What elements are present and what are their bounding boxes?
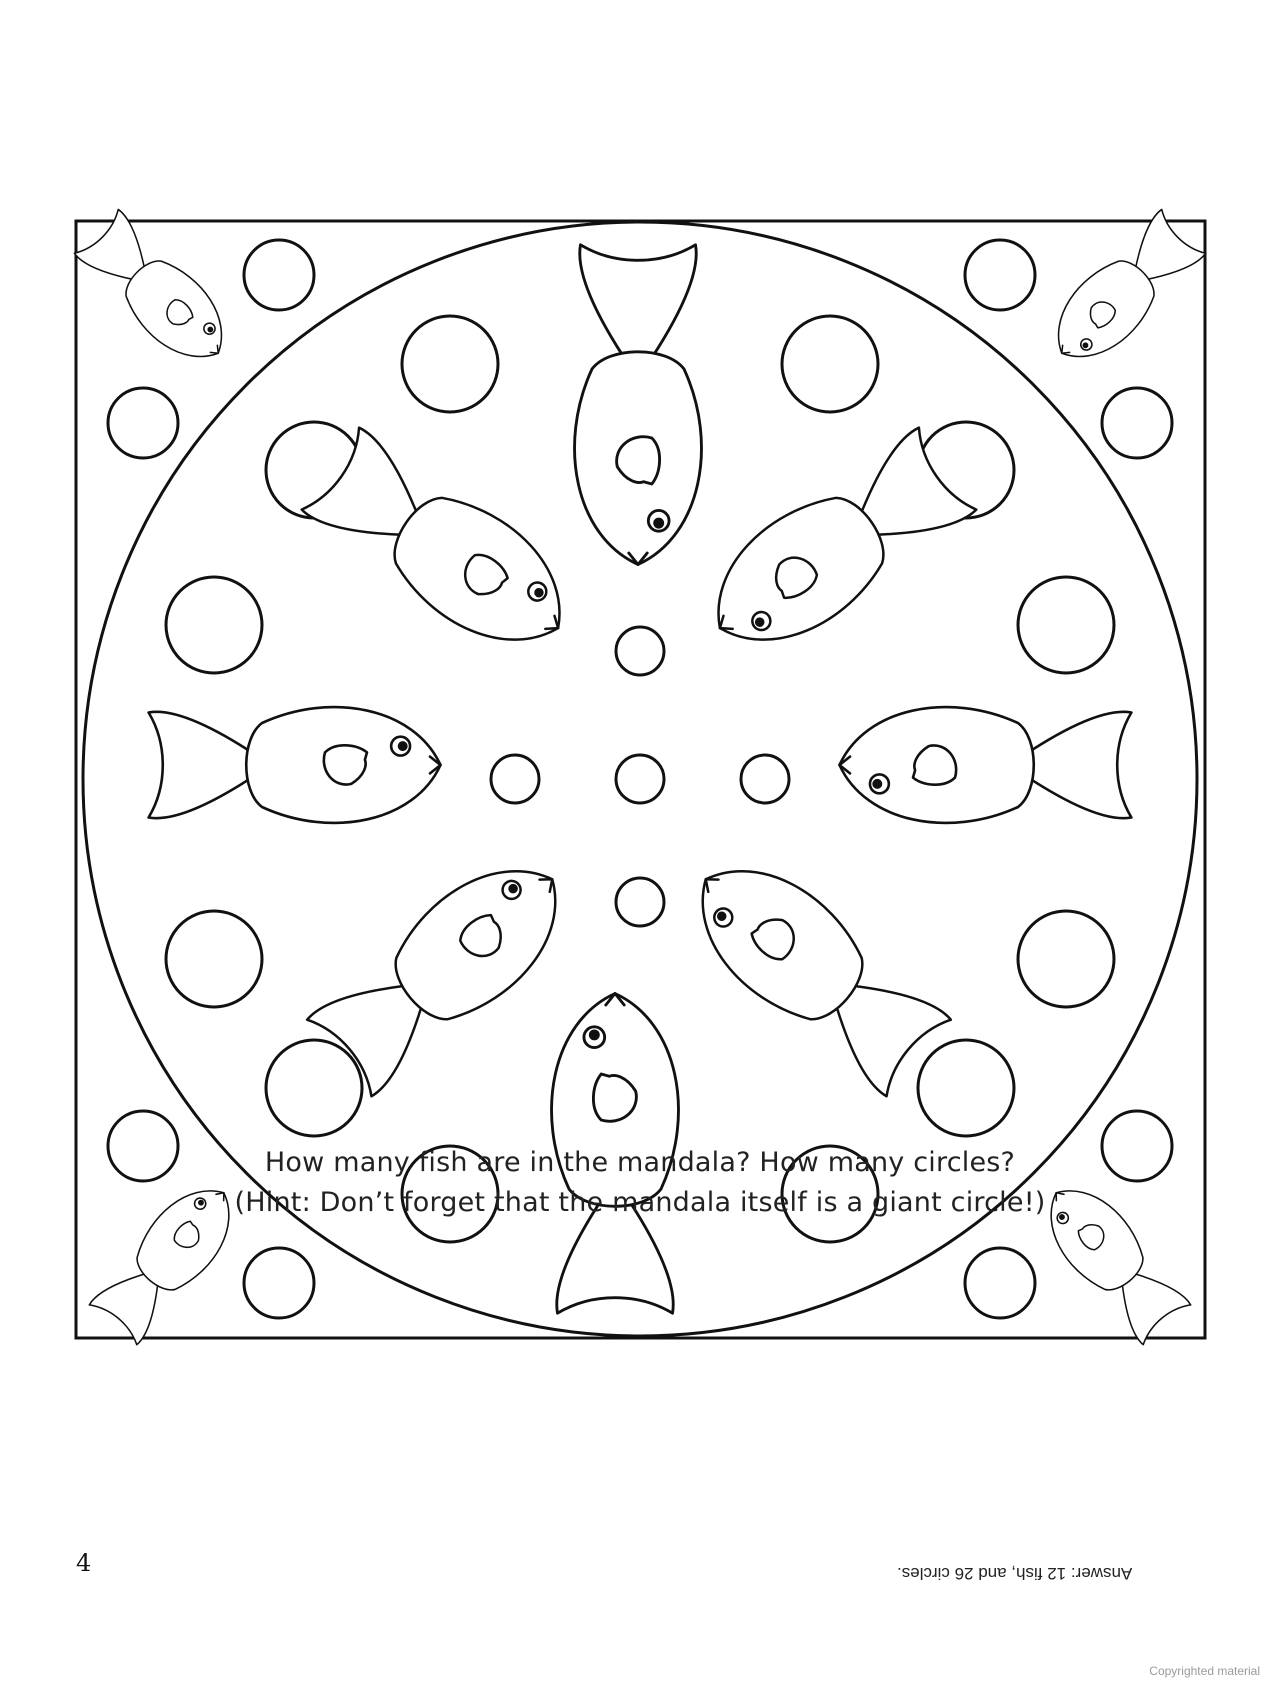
- circle: [782, 316, 878, 412]
- circle: [616, 755, 664, 803]
- fish: [840, 707, 1132, 823]
- upside-down-answer: Answer: 12 fish, and 26 circles.: [897, 1564, 1133, 1583]
- fish: [149, 707, 441, 823]
- fish: [575, 245, 702, 565]
- fish: [670, 837, 954, 1100]
- circle: [1102, 388, 1172, 458]
- question-line: How many fish are in the mandala? How many circles?: [264, 1147, 1016, 1178]
- circle: [491, 755, 539, 803]
- circle: [244, 1248, 314, 1318]
- circle: [108, 388, 178, 458]
- circle: [166, 911, 262, 1007]
- circle: [965, 1248, 1035, 1318]
- circle: [616, 878, 664, 926]
- fish: [72, 207, 242, 377]
- circle: [741, 755, 789, 803]
- hint-line: (Hint: Don’t forget that the mandala itself is a giant circle!): [234, 1187, 1046, 1218]
- circle: [1018, 911, 1114, 1007]
- circle: [166, 577, 262, 673]
- copyright-watermark: Copyrighted material: [1149, 1664, 1260, 1678]
- circle: [918, 1040, 1014, 1136]
- circle: [266, 1040, 362, 1136]
- circle: [616, 627, 664, 675]
- circle: [1018, 577, 1114, 673]
- circle: [965, 240, 1035, 310]
- page-number: 4: [76, 1549, 92, 1577]
- fish: [1038, 207, 1208, 377]
- circle: [244, 240, 314, 310]
- circle: [402, 316, 498, 412]
